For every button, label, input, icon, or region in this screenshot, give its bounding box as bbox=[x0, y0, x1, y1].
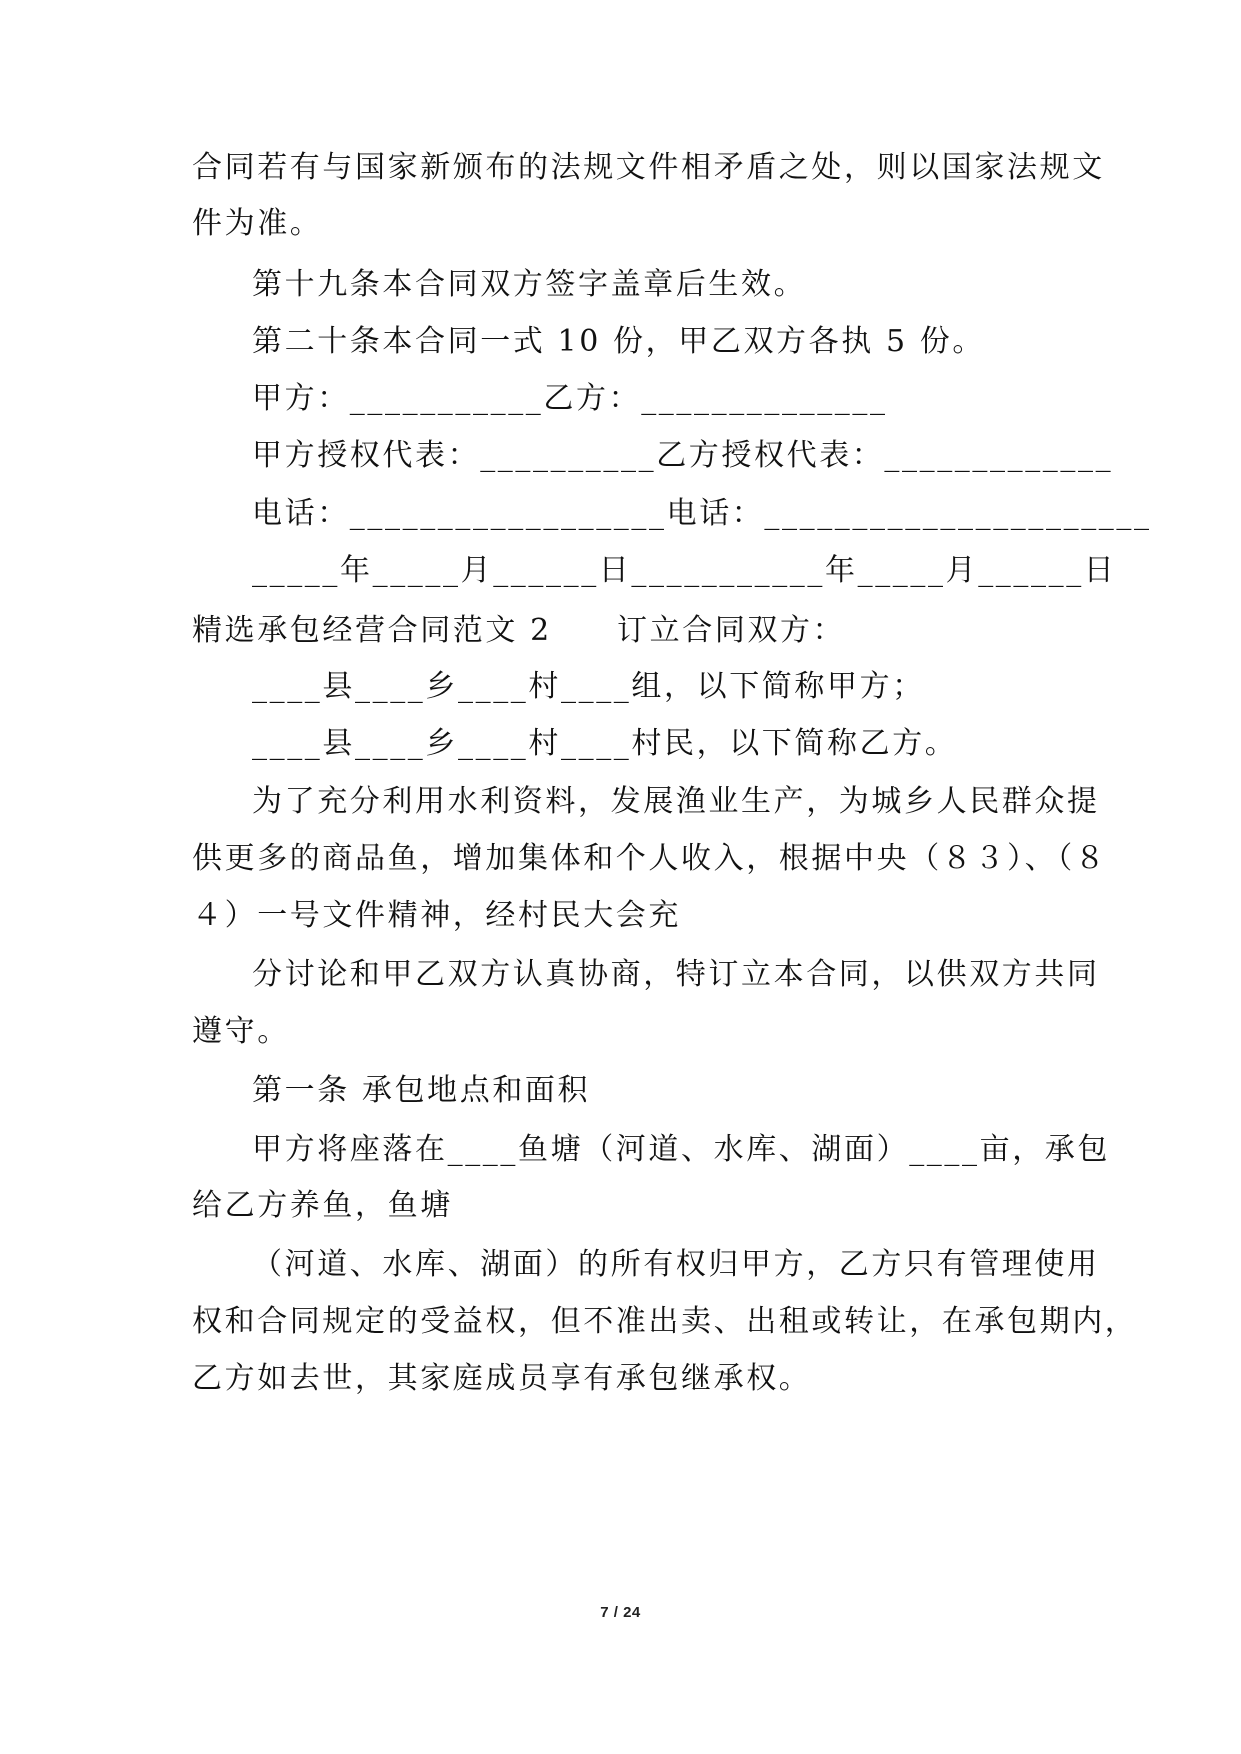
paragraph-line: 乙方如去世，其家庭成员享有承包继承权。 bbox=[192, 1361, 812, 1396]
page-number: 7 / 24 bbox=[600, 1604, 641, 1621]
signature-line: 电话：__________________电话：______________________ bbox=[252, 496, 1152, 531]
clause-heading: 第一条 承包地点和面积 bbox=[252, 1073, 591, 1108]
paragraph-line: ４）一号文件精神，经村民大会充 bbox=[192, 898, 681, 933]
paragraph-line: 合同若有与国家新颁布的法规文件相矛盾之处，则以国家法规文 bbox=[192, 150, 1105, 185]
paragraph-line: 甲方将座落在____鱼塘（河道、水库、湖面）____亩，承包 bbox=[252, 1132, 1110, 1167]
signature-line: 甲方：___________乙方：______________ bbox=[252, 381, 888, 416]
paragraph-line: 遵守。 bbox=[192, 1014, 290, 1049]
paragraph-line: 件为准。 bbox=[192, 206, 323, 241]
signature-line: 甲方授权代表：__________乙方授权代表：_____________ bbox=[252, 438, 1114, 473]
paragraph-line: 权和合同规定的受益权，但不准出卖、出租或转让，在承包期内， bbox=[192, 1304, 1138, 1339]
paragraph-line: （河道、水库、湖面）的所有权归甲方，乙方只有管理使用 bbox=[252, 1247, 1100, 1282]
paragraph-line: 第二十条本合同一式 10 份，甲乙双方各执 5 份。 bbox=[252, 324, 986, 359]
paragraph-line: 分讨论和甲乙双方认真协商，特订立本合同，以供双方共同 bbox=[252, 957, 1100, 992]
section-heading: 精选承包经营合同范文 2 订立合同双方： bbox=[192, 613, 846, 648]
paragraph-line: 供更多的商品鱼，增加集体和个人收入，根据中央（８３）、（８ bbox=[192, 841, 1108, 876]
paragraph-line: 为了充分利用水利资料，发展渔业生产，为城乡人民群众提 bbox=[252, 784, 1100, 819]
date-line: _____年_____月______日___________年_____月______日 bbox=[252, 553, 1117, 588]
paragraph-line: 第十九条本合同双方签字盖章后生效。 bbox=[252, 267, 807, 302]
paragraph-line: ____县____乡____村____组，以下简称甲方； bbox=[252, 669, 925, 704]
paragraph-line: ____县____乡____村____村民，以下简称乙方。 bbox=[252, 726, 958, 761]
paragraph-line: 给乙方养鱼，鱼塘 bbox=[192, 1188, 453, 1223]
